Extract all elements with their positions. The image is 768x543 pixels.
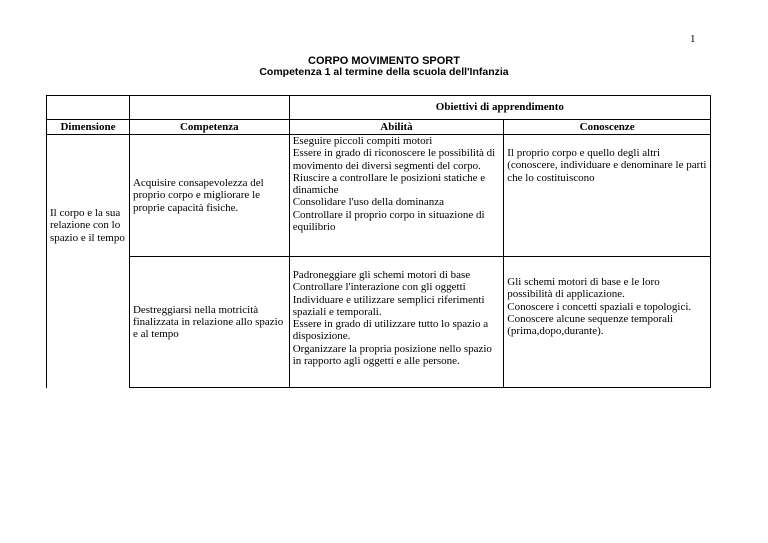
document-subtitle: Competenza 1 al termine della scuola dell'Infanzia	[259, 66, 509, 78]
abilita-item: Organizzare la propria posizione nello spazio in rapporto agli oggetti e alle persone.	[292, 342, 492, 368]
conoscenze-item: Conoscere i concetti spaziali e topologici.	[507, 300, 692, 313]
table-row	[47, 135, 711, 257]
conoscenze-cell	[504, 257, 711, 388]
table-row	[47, 257, 711, 388]
conoscenze-cell	[504, 135, 711, 257]
abilita-item: Eseguire piccoli compiti motori	[292, 135, 433, 147]
column-header-row	[47, 120, 711, 135]
column-header-conoscenze: Conoscenze	[504, 120, 711, 135]
abilita-item: Essere in grado di utilizzare tutto lo spazio a disposizione.	[292, 318, 489, 343]
competenza-text: Destreggiarsi nella motricità finalizzata in relazione allo spazio e al tempo	[132, 303, 284, 341]
competenza-text: Acquisire consapevolezza del proprio corpo e migliorare le proprie capacità fisiche.	[132, 177, 264, 214]
group-header: Obiettivi di apprendimento	[289, 96, 710, 120]
column-header-abilita: Abilità	[289, 120, 504, 135]
document-title: CORPO MOVIMENTO SPORT	[308, 55, 460, 67]
competenza-cell	[129, 135, 289, 257]
abilita-item: Controllare il proprio corpo in situazione di equilibrio	[292, 208, 485, 234]
page-number: 1	[690, 33, 696, 45]
conoscenze-item: Gli schemi motori di base e le loro possibilità di applicazione.	[507, 276, 660, 301]
abilita-item: Riuscire a controllare le posizioni statiche e dinamiche	[292, 171, 486, 197]
abilita-item: Essere in grado di riconoscere le possibilità di movimento dei diversi segmenti del corpo.	[292, 147, 496, 172]
abilita-item: Controllare l'interazione con gli oggetti	[292, 281, 466, 294]
abilita-cell	[289, 135, 504, 257]
dimension-cell	[47, 135, 130, 388]
abilita-item: Individuare e utilizzare semplici riferimenti spaziali e temporali.	[292, 293, 485, 318]
competenza-cell	[129, 257, 289, 388]
conoscenze-item: Il proprio corpo e quello degli altri (conoscere, individuare e denominare le parti che lo costituiscono	[507, 147, 707, 184]
abilita-cell	[289, 257, 504, 388]
dimension-text: Il corpo e la sua relazione con lo spazio e il tempo	[50, 207, 125, 244]
abilita-item: Padroneggiare gli schemi motori di base	[292, 269, 471, 281]
conoscenze-item: Conoscere alcune sequenze temporali (prima,dopo,durante).	[507, 312, 674, 338]
column-header-dimensione: Dimensione	[47, 120, 130, 135]
objectives-table	[46, 95, 711, 388]
table-header-row	[47, 96, 711, 120]
abilita-item: Consolidare l'uso della dominanza	[292, 196, 445, 209]
column-header-competenza: Competenza	[129, 120, 289, 135]
